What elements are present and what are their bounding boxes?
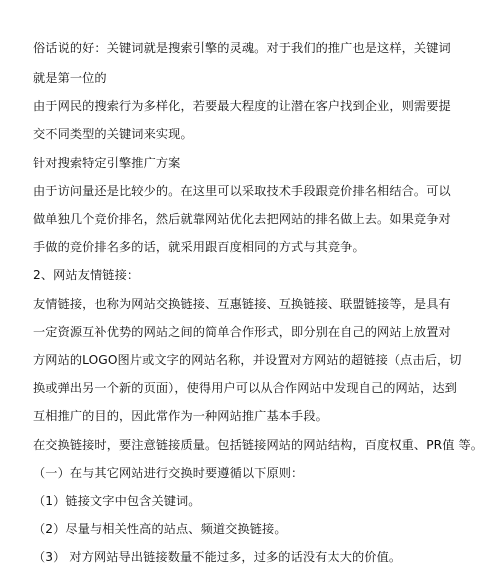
- text-line: 互相推广的目的，因此常作为一种网站推广基本手段。: [33, 409, 328, 423]
- text-line: （3） 对方网站导出链接数量不能过多，过多的话没有太大的价值。: [33, 550, 402, 564]
- text-line: 就是第一位的: [33, 71, 107, 85]
- text-line: 交不同类型的关键词来实现。: [33, 127, 193, 141]
- text-line: 由于访问量还是比较少的。在这里可以采取技术手段跟竞价排名相结合。可以: [33, 184, 451, 198]
- text-line: 俗话说的好：关键词就是搜索引擎的灵魂。对于我们的推广也是这样，关键词: [33, 41, 451, 55]
- text-line: 一定资源互补优势的网站之间的简单合作形式，即分别在自己的网站上放置对: [33, 325, 451, 339]
- text-line: 友情链接，也称为网站交换链接、互惠链接、互换链接、联盟链接等，是具有: [33, 297, 451, 311]
- text-line: （一）在与其它网站进行交换时要遵循以下原则：: [33, 466, 304, 480]
- text-line: 方网站的LOGO图片或文字的网站名称，并设置对方网站的超链接（点击后，切: [33, 353, 462, 367]
- text-line: （2）尽量与相关性高的站点、频道交换链接。: [33, 522, 287, 536]
- text-line: 手做的竞价排名多的话，就采用跟百度相同的方式与其竞争。: [33, 240, 365, 254]
- text-line: 换或弹出另一个新的页面），使得用户可以从合作网站中发现自己的网站，达到: [33, 381, 457, 395]
- text-line: 2、网站友情链接：: [33, 268, 140, 282]
- text-line: （1）链接文字中包含关键词。: [33, 494, 201, 508]
- text-line: 由于网民的搜索行为多样化，若要最大程度的让潜在客户找到企业，则需要提: [33, 99, 451, 113]
- text-line: 在交换链接时，要注意链接质量。包括链接网站的网站结构，百度权重、PR值 等。: [33, 438, 484, 452]
- text-line: 针对搜索特定引擎推广方案: [33, 156, 181, 170]
- text-line: 做单独几个竞价排名，然后就靠网站优化去把网站的排名做上去。如果竞争对: [33, 212, 451, 226]
